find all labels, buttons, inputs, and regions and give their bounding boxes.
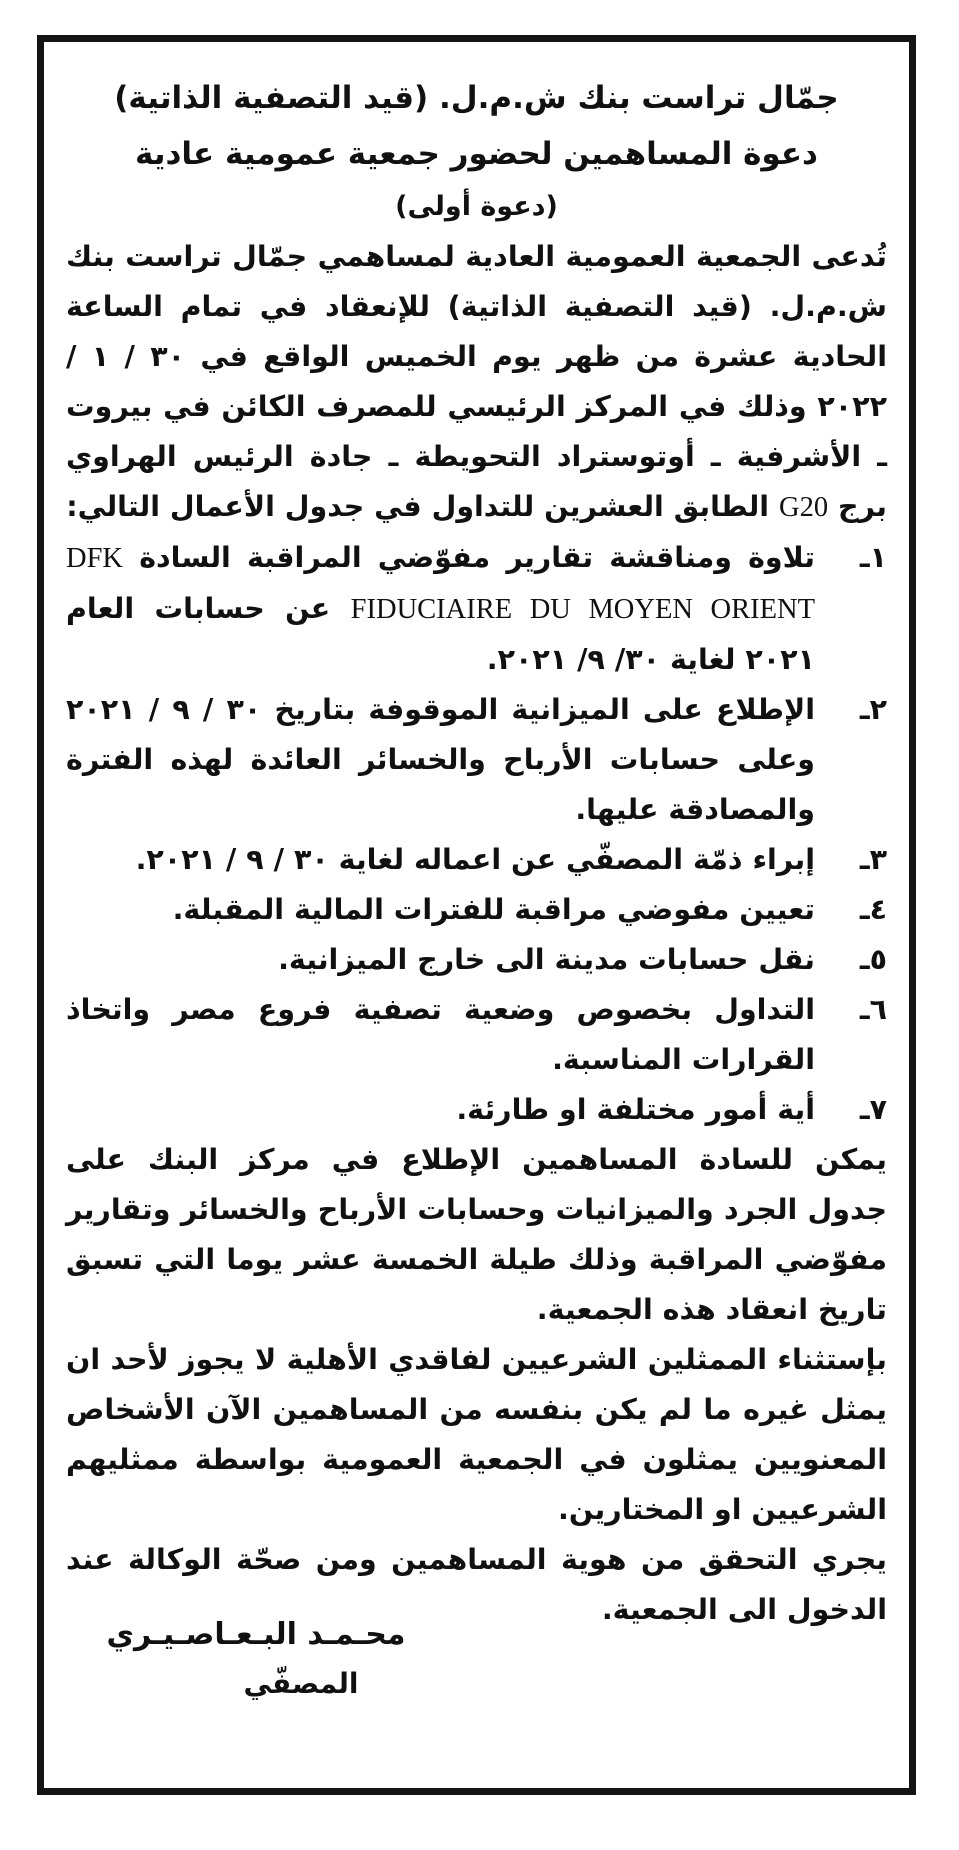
signature-name: محـمـد البـعـاصـيـري [106, 1617, 406, 1652]
notice-content [66, 70, 887, 1768]
agenda-item-number: ٣ـ [859, 843, 887, 876]
intro-text: تُدعى الجمعية العمومية العادية لمساهمي جمّال تراست بنك ش.م.ل. (قيد التصفية الذاتية) للإنعقاد في تمام الساعة الحادية عشرة من ظهر يوم الخميس الواقع في ٣٠ / ١ / ٢٠٢٢ وذلك في المركز الرئيسي للمصرف الكائن في بيروت ـ الأشرفية ـ أوتوستراد التحويطة ـ جادة الرئيس الهراوي برج [66, 240, 887, 523]
agenda-item-text: إبراء ذمّة المصفّي عن اعماله لغاية ٣٠ / ٩ / ٢٠٢١. [135, 843, 815, 876]
agenda-item [66, 885, 887, 935]
agenda-item [66, 835, 887, 885]
intro-paragraph [66, 232, 887, 533]
agenda-item-number: ٦ـ [859, 993, 887, 1026]
agenda-item [66, 1085, 887, 1135]
agenda-item-number: ٥ـ [859, 943, 887, 976]
agenda-item-text: أية أمور مختلفة او طارئة. [456, 1093, 815, 1126]
agenda-item [66, 985, 887, 1085]
signature-title: المصفّي [243, 1667, 359, 1700]
agenda-item [66, 533, 887, 685]
signature-block [96, 1610, 416, 1708]
agenda-item [66, 935, 887, 985]
intro-building-name: G20 [778, 492, 829, 523]
agenda-item-number: ٤ـ [859, 893, 887, 926]
inspection-paragraph: يمكن للسادة المساهمين الإطلاع في مركز البنك على جدول الجرد والميزانيات وحسابات الأرباح والخسائر وتقارير مفوّضي المراقبة وذلك طيلة الخمسة عشر يوما التي تسبق تاريخ انعقاد هذه الجمعية. [66, 1143, 887, 1326]
agenda-item-text: تعيين مفوضي مراقبة للفترات المالية المقبلة. [172, 893, 815, 926]
auditor-name: DFK FIDUCIAIRE DU MOYEN ORIENT [66, 543, 815, 625]
agenda-item-text: التداول بخصوص وضعية تصفية فروع مصر واتخاذ القرارات المناسبة. [66, 993, 815, 1076]
agenda-item-number: ٢ـ [859, 693, 887, 726]
intro-text-end: الطابق العشرين للتداول في جدول الأعمال التالي: [66, 490, 770, 523]
agenda-item [66, 685, 887, 835]
agenda-item-text: نقل حسابات مدينة الى خارج الميزانية. [278, 943, 815, 976]
notice-title: جمّال تراست بنك ش.م.ل. (قيد التصفية الذاتية) [114, 80, 839, 116]
notice-subtitle: دعوة المساهمين لحضور جمعية عمومية عادية [135, 136, 818, 172]
representation-paragraph: بإستثناء الممثلين الشرعيين لفاقدي الأهلية لا يجوز لأحد ان يمثل غيره ما لم يكن بنفسه من المساهمين الآن الأشخاص المعنويين يمثلون في الجمعية العمومية بواسطة ممثليهم الشرعيين او المختارين. [66, 1343, 887, 1526]
notice-frame [37, 35, 916, 1795]
agenda-item-number: ٧ـ [859, 1093, 887, 1126]
notice-invitation-label: (دعوة أولى) [395, 191, 558, 222]
agenda-item-number: ١ـ [859, 541, 887, 574]
agenda-item-text: تلاوة ومناقشة تقارير مفوّضي المراقبة السادة [139, 541, 815, 574]
agenda-item-text-after: عن حسابات العام ٢٠٢١ لغاية ٣٠/ ٩/ ٢٠٢١. [66, 592, 815, 676]
verification-paragraph: يجري التحقق من هوية المساهمين ومن صحّة الوكالة عند الدخول الى الجمعية. [66, 1543, 887, 1626]
agenda-list [66, 533, 887, 1135]
agenda-item-text: الإطلاع على الميزانية الموقوفة بتاريخ ٣٠ / ٩ / ٢٠٢١ وعلى حسابات الأرباح والخسائر العائدة لهذه الفترة والمصادقة عليها. [66, 693, 815, 826]
